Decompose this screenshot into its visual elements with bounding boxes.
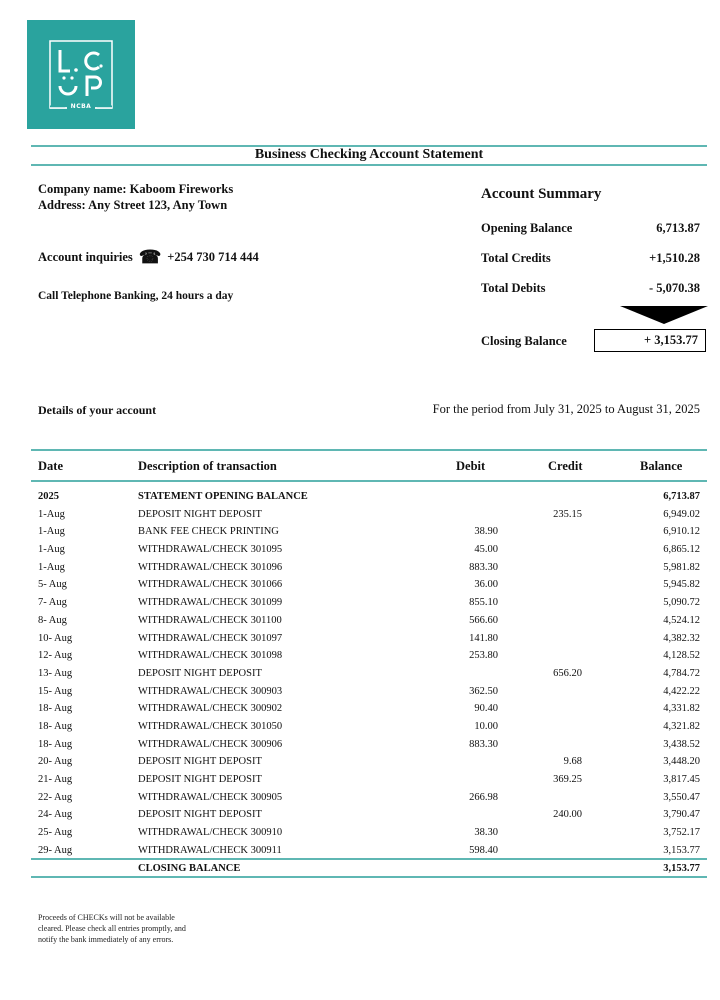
total-debits-value: - 5,070.38 xyxy=(648,281,700,295)
row-debit: 855.10 xyxy=(469,597,498,609)
closing-row-balance: 3,153.77 xyxy=(663,863,700,874)
row-date: 18- Aug xyxy=(38,738,73,750)
table-row xyxy=(0,576,720,594)
row-balance: 4,422.22 xyxy=(663,685,700,697)
row-debit: 38.30 xyxy=(474,827,498,839)
row-description: BANK FEE CHECK PRINTING xyxy=(138,526,279,538)
row-balance: 6,865.12 xyxy=(663,544,700,556)
row-balance: 5,945.82 xyxy=(663,579,700,591)
row-description: WITHDRAWAL/CHECK 301097 xyxy=(138,632,283,644)
row-balance: 6,949.02 xyxy=(663,508,700,520)
row-description: WITHDRAWAL/CHECK 300902 xyxy=(138,703,283,715)
row-date: 5- Aug xyxy=(38,579,67,591)
row-date: 1-Aug xyxy=(38,526,65,538)
row-description: DEPOSIT NIGHT DEPOSIT xyxy=(138,508,262,520)
row-description: WITHDRAWAL/CHECK 301096 xyxy=(138,561,283,573)
inquiries-phone[interactable]: +254 730 714 444 xyxy=(167,249,259,264)
table-top-rule xyxy=(31,449,707,451)
row-description: WITHDRAWAL/CHECK 301098 xyxy=(138,650,283,662)
table-row xyxy=(0,612,720,630)
table-row xyxy=(0,736,720,754)
row-balance: 4,524.12 xyxy=(663,614,700,626)
row-description: DEPOSIT NIGHT DEPOSIT xyxy=(138,667,262,679)
company-address: Address: Any Street 123, Any Town xyxy=(38,198,228,212)
table-row xyxy=(0,630,720,648)
account-inquiries xyxy=(38,249,259,265)
ncba-loop-logo xyxy=(27,20,135,129)
table-row xyxy=(0,824,720,842)
closing-balance-row xyxy=(0,860,720,877)
row-balance: 3,817.45 xyxy=(663,774,700,785)
opening-balance-value: 6,713.87 xyxy=(656,221,700,235)
row-debit: 90.40 xyxy=(474,703,498,715)
customer-info xyxy=(38,181,233,213)
row-debit: 38.90 xyxy=(474,526,498,538)
row-description: STATEMENT OPENING BALANCE xyxy=(138,491,308,502)
table-row xyxy=(0,806,720,824)
row-debit: 598.40 xyxy=(469,844,498,856)
row-date: 1-Aug xyxy=(38,508,65,520)
row-date: 18- Aug xyxy=(38,703,73,715)
row-debit: 45.00 xyxy=(474,544,498,556)
row-balance: 3,790.47 xyxy=(663,809,700,821)
row-balance: 3,153.77 xyxy=(663,844,700,856)
row-date: 8- Aug xyxy=(38,614,67,626)
table-row xyxy=(0,842,720,860)
table-row xyxy=(0,506,720,524)
table-row xyxy=(0,700,720,718)
row-description: DEPOSIT NIGHT DEPOSIT xyxy=(138,809,262,821)
row-description: WITHDRAWAL/CHECK 300906 xyxy=(138,738,283,750)
row-description: DEPOSIT NIGHT DEPOSIT xyxy=(138,756,262,768)
row-date: 15- Aug xyxy=(38,685,73,697)
column-header-date: Date xyxy=(38,459,63,473)
row-description: WITHDRAWAL/CHECK 301050 xyxy=(138,720,283,732)
footnote xyxy=(38,912,186,945)
table-row xyxy=(0,647,720,665)
row-date: 20- Aug xyxy=(38,756,73,768)
closing-balance-label: Closing Balance xyxy=(481,334,567,348)
column-header-balance: Balance xyxy=(640,459,683,473)
row-balance: 4,784.72 xyxy=(663,667,700,679)
row-description: WITHDRAWAL/CHECK 300911 xyxy=(138,844,282,856)
transactions-table xyxy=(0,488,720,859)
row-debit: 566.60 xyxy=(469,614,498,626)
closing-balance-value: + 3,153.77 xyxy=(594,329,706,352)
row-balance: 5,090.72 xyxy=(663,597,700,609)
footnote-line-2: cleared. Please check all entries promptly, and xyxy=(38,924,186,933)
footnote-line-1: Proceeds of CHECKs will not be available xyxy=(38,913,175,922)
row-balance: 3,752.17 xyxy=(663,827,700,839)
row-date: 1-Aug xyxy=(38,544,65,556)
row-debit: 141.80 xyxy=(469,632,498,644)
telephone-banking-note: Call Telephone Banking, 24 hours a day xyxy=(38,290,234,302)
row-credit: 240.00 xyxy=(553,809,582,821)
row-description: WITHDRAWAL/CHECK 301099 xyxy=(138,597,283,609)
row-date: 24- Aug xyxy=(38,809,73,821)
row-description: WITHDRAWAL/CHECK 301066 xyxy=(138,579,283,591)
row-debit: 883.30 xyxy=(469,561,498,573)
row-debit: 883.30 xyxy=(469,738,498,750)
row-balance: 5,981.82 xyxy=(663,561,700,573)
row-date: 18- Aug xyxy=(38,720,73,732)
row-date: 10- Aug xyxy=(38,632,73,644)
row-description: WITHDRAWAL/CHECK 300905 xyxy=(138,791,283,803)
row-debit: 36.00 xyxy=(474,579,498,591)
row-balance: 6,910.12 xyxy=(663,526,700,538)
row-description: WITHDRAWAL/CHECK 300910 xyxy=(138,827,283,839)
details-heading: Details of your account xyxy=(38,403,157,417)
row-debit: 362.50 xyxy=(469,685,498,697)
row-date: 7- Aug xyxy=(38,597,67,609)
table-row xyxy=(0,718,720,736)
table-row xyxy=(0,594,720,612)
row-credit: 369.25 xyxy=(553,774,582,785)
summary-total-debits xyxy=(481,281,700,296)
loop-logo-mark-icon xyxy=(27,20,135,129)
row-balance: 3,438.52 xyxy=(663,738,700,750)
row-description: WITHDRAWAL/CHECK 301095 xyxy=(138,544,283,556)
row-balance: 6,713.87 xyxy=(663,491,700,502)
document-title: Business Checking Account Statement xyxy=(254,147,484,162)
table-row xyxy=(0,541,720,559)
row-debit: 10.00 xyxy=(474,720,498,732)
row-credit: 235.15 xyxy=(553,508,582,520)
row-debit: 253.80 xyxy=(469,650,498,662)
logo-ncba-text: NCBA xyxy=(70,103,92,110)
company-name: Company name: Kaboom Fireworks xyxy=(38,182,234,196)
row-debit: 266.98 xyxy=(469,791,498,803)
row-balance: 4,331.82 xyxy=(663,703,700,715)
row-date: 25- Aug xyxy=(38,827,73,839)
column-header-credit: Credit xyxy=(548,459,583,473)
row-date: 21- Aug xyxy=(38,774,73,785)
row-date: 29- Aug xyxy=(38,844,73,856)
row-credit: 656.20 xyxy=(553,667,582,679)
row-date: 13- Aug xyxy=(38,667,73,679)
row-balance: 4,321.82 xyxy=(663,720,700,732)
table-header-rule xyxy=(31,480,707,482)
closing-row-description: CLOSING BALANCE xyxy=(138,863,241,874)
account-summary-title: Account Summary xyxy=(481,186,602,202)
row-balance: 3,550.47 xyxy=(663,791,700,803)
table-row xyxy=(0,753,720,771)
closing-bottom-rule xyxy=(31,876,707,878)
table-row xyxy=(0,523,720,541)
row-description: WITHDRAWAL/CHECK 301100 xyxy=(138,614,282,626)
row-date: 12- Aug xyxy=(38,650,73,662)
title-bottom-rule xyxy=(31,164,707,166)
column-header-description: Description of transaction xyxy=(138,459,277,473)
total-credits-value: +1,510.28 xyxy=(649,251,700,265)
row-description: DEPOSIT NIGHT DEPOSIT xyxy=(138,774,262,785)
inquiries-label: Account inquiries xyxy=(38,249,133,264)
table-row xyxy=(0,559,720,577)
opening-balance-label: Opening Balance xyxy=(481,221,573,235)
summary-opening-balance xyxy=(481,221,700,236)
column-header-debit: Debit xyxy=(456,459,486,473)
table-row xyxy=(0,683,720,701)
row-date: 1-Aug xyxy=(38,561,65,573)
footnote-line-3: notify the bank immediately of any errors. xyxy=(38,935,174,944)
row-credit: 9.68 xyxy=(563,756,582,768)
total-credits-label: Total Credits xyxy=(481,251,551,265)
row-date: 22- Aug xyxy=(38,791,73,803)
summary-total-credits xyxy=(481,251,700,266)
table-row xyxy=(0,665,720,683)
table-row xyxy=(0,789,720,807)
row-balance: 4,382.32 xyxy=(663,632,700,644)
statement-period: For the period from July 31, 2025 to August 31, 2025 xyxy=(432,402,700,416)
row-date: 2025 xyxy=(38,491,59,502)
telephone-icon: ☎ xyxy=(138,247,162,267)
row-balance: 3,448.20 xyxy=(663,756,700,768)
table-row xyxy=(0,488,720,506)
arrow-down-icon xyxy=(620,306,708,324)
row-description: WITHDRAWAL/CHECK 300903 xyxy=(138,685,283,697)
total-debits-label: Total Debits xyxy=(481,281,546,295)
row-balance: 4,128.52 xyxy=(663,650,700,662)
table-row xyxy=(0,771,720,789)
